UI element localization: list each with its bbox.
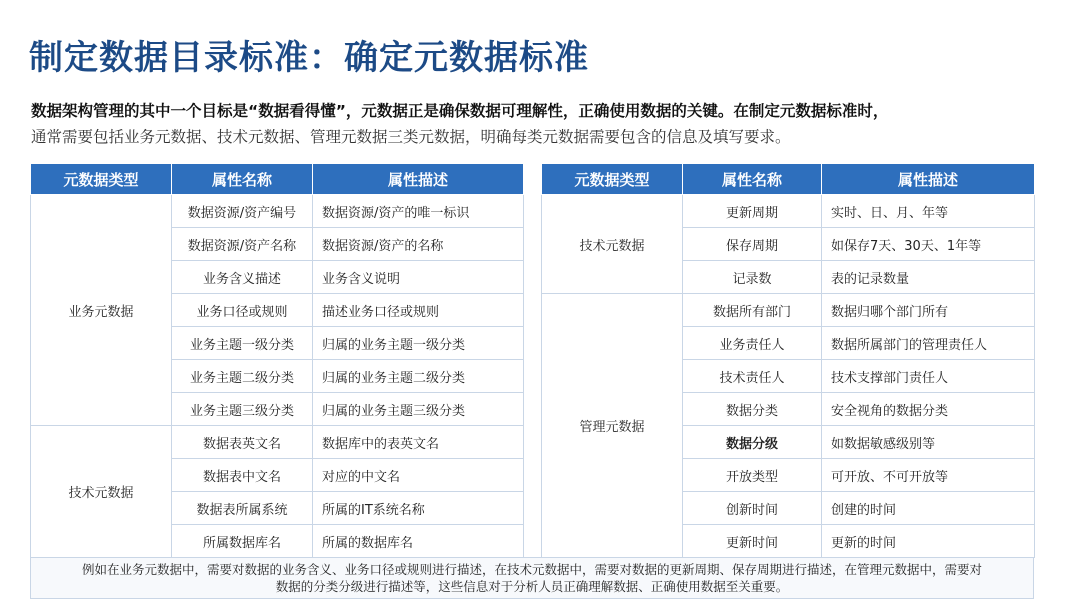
attr-name-cell: 保存周期 (683, 228, 822, 261)
table-header-row (542, 164, 1035, 195)
attr-desc-cell: 对应的中文名 (313, 459, 524, 492)
metadata-type-cell: 技术元数据 (31, 426, 172, 558)
header-type: 元数据类型 (31, 164, 172, 195)
attr-desc-cell: 所属的IT系统名称 (313, 492, 524, 525)
attr-name-cell: 业务主题一级分类 (172, 327, 313, 360)
attr-desc-cell: 更新的时间 (822, 525, 1035, 558)
footnote-line-2: 数据的分类分级进行描述等，这些信息对于分析人员正确理解数据、正确使用数据至关重要。 (275, 579, 789, 594)
attr-name-cell: 业务含义描述 (172, 261, 313, 294)
attr-name-cell: 数据表中文名 (172, 459, 313, 492)
attr-desc-cell: 数据归哪个部门所有 (822, 294, 1035, 327)
attr-name-cell: 更新时间 (683, 525, 822, 558)
footnote (30, 557, 1034, 599)
attr-name-cell: 数据所有部门 (683, 294, 822, 327)
attr-name-cell: 数据分级 (683, 426, 822, 459)
attr-desc-cell: 如数据敏感级别等 (822, 426, 1035, 459)
attr-name-cell: 记录数 (683, 261, 822, 294)
table-row (31, 195, 524, 228)
metadata-type-cell: 业务元数据 (31, 195, 172, 426)
attr-name-cell: 数据资源/资产名称 (172, 228, 313, 261)
footnote-line-1: 例如在业务元数据中，需要对数据的业务含义、业务口径或规则进行描述，在技术元数据中，需要对数据的更新周期、保存周期进行描述，在管理元数据中，需要对 (81, 562, 982, 577)
attr-desc-cell: 数据库中的表英文名 (313, 426, 524, 459)
attr-desc-cell: 业务含义说明 (313, 261, 524, 294)
attr-name-cell: 数据表英文名 (172, 426, 313, 459)
attr-desc-cell: 安全视角的数据分类 (822, 393, 1035, 426)
header-attr-name: 属性名称 (172, 164, 313, 195)
attr-desc-cell: 归属的业务主题一级分类 (313, 327, 524, 360)
attr-name-cell: 创新时间 (683, 492, 822, 525)
attr-name-cell: 数据分类 (683, 393, 822, 426)
attr-desc-cell: 描述业务口径或规则 (313, 294, 524, 327)
attr-name-cell: 业务主题二级分类 (172, 360, 313, 393)
attr-desc-cell: 实时、日、月、年等 (822, 195, 1035, 228)
attr-name-cell: 数据资源/资产编号 (172, 195, 313, 228)
metadata-type-cell: 管理元数据 (542, 294, 683, 558)
attr-name-cell: 技术责任人 (683, 360, 822, 393)
attr-name-cell: 数据表所属系统 (172, 492, 313, 525)
attr-name-cell: 所属数据库名 (172, 525, 313, 558)
attr-name-cell: 业务主题三级分类 (172, 393, 313, 426)
attr-name-cell: 业务责任人 (683, 327, 822, 360)
table-row (542, 195, 1035, 228)
attr-desc-cell: 归属的业务主题二级分类 (313, 360, 524, 393)
table-row (31, 426, 524, 459)
attr-desc-cell: 所属的数据库名 (313, 525, 524, 558)
page-title: 制定数据目录标准：确定元数据标准 (29, 38, 589, 78)
header-attr-desc: 属性描述 (822, 164, 1035, 195)
left-metadata-table (30, 163, 524, 558)
attr-desc-cell: 如保存7天、30天、1年等 (822, 228, 1035, 261)
metadata-type-cell: 技术元数据 (542, 195, 683, 294)
attr-name-cell: 更新周期 (683, 195, 822, 228)
attr-desc-cell: 表的记录数量 (822, 261, 1035, 294)
attr-desc-cell: 技术支撑部门责任人 (822, 360, 1035, 393)
attr-desc-cell: 数据所属部门的管理责任人 (822, 327, 1035, 360)
attr-name-cell: 开放类型 (683, 459, 822, 492)
table-row (542, 294, 1035, 327)
attr-desc-cell: 数据资源/资产的唯一标识 (313, 195, 524, 228)
attr-desc-cell: 可开放、不可开放等 (822, 459, 1035, 492)
header-attr-name: 属性名称 (683, 164, 822, 195)
attr-name-cell: 业务口径或规则 (172, 294, 313, 327)
attr-desc-cell: 创建的时间 (822, 492, 1035, 525)
table-header-row (31, 164, 524, 195)
right-metadata-table (541, 163, 1035, 558)
intro-line-2: 通常需要包括业务元数据、技术元数据、管理元数据三类元数据，明确每类元数据需要包含的信息及填写要求。 (31, 128, 791, 146)
intro-paragraph (31, 98, 1071, 150)
header-attr-desc: 属性描述 (313, 164, 524, 195)
attr-desc-cell: 数据资源/资产的名称 (313, 228, 524, 261)
intro-line-1: 数据架构管理的其中一个目标是“数据看得懂”，元数据正是确保数据可理解性，正确使用数据的关键。在制定元数据标准时， (31, 102, 889, 120)
attr-desc-cell: 归属的业务主题三级分类 (313, 393, 524, 426)
header-type: 元数据类型 (542, 164, 683, 195)
